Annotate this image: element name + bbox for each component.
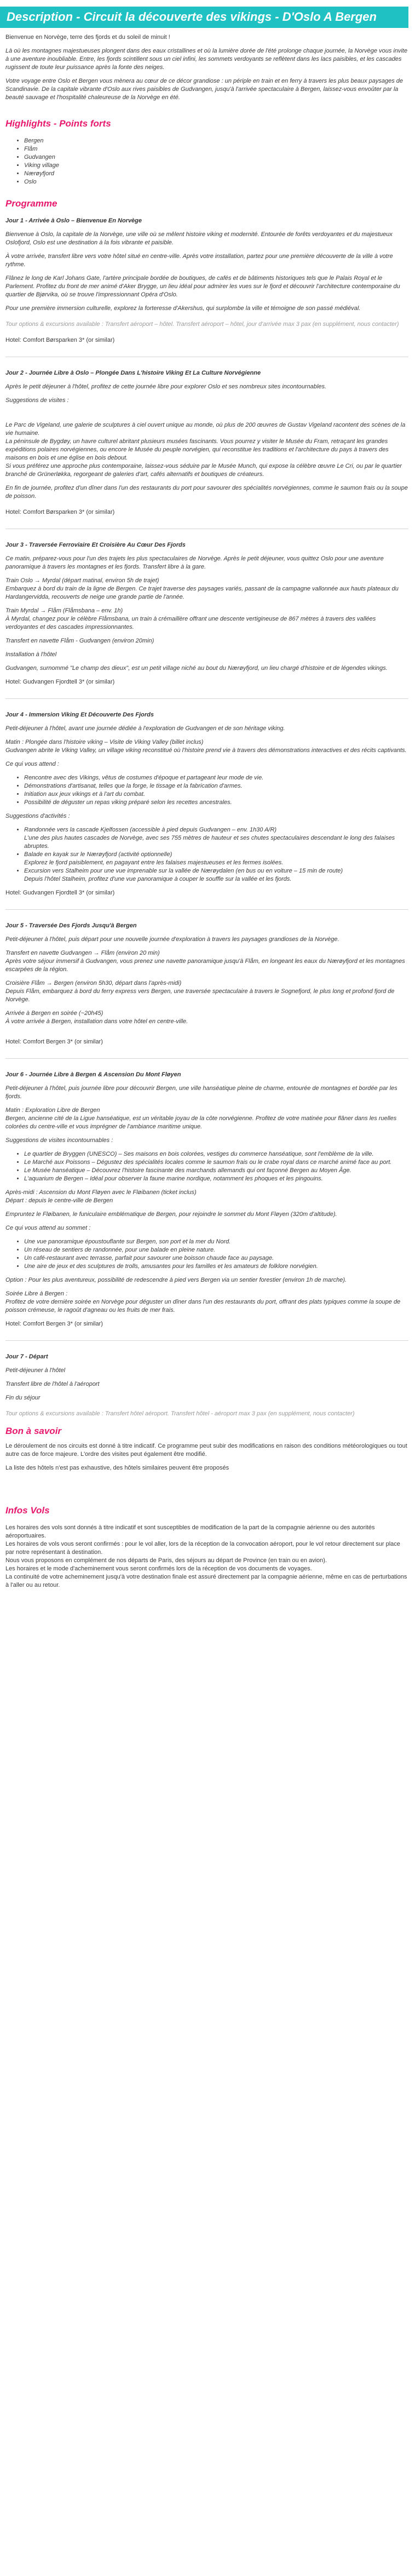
suggestion-title: Excursion vers Stalheim pour une vue imprenable sur la vallée de Nærøydalen (en bus ou en voiture – 15 min de route) xyxy=(24,868,343,874)
list-item: • Possibilité de déguster un repas viking préparé selon les recettes ancestrales. xyxy=(24,799,408,807)
intro-paragraph-3: Votre voyage entre Oslo et Bergen vous mènera au cœur de ce décor grandiose : un périple en train et en ferry à travers les plus beaux paysages de Scandinavie. De la capitale vibrante d'Oslo aux rives paisibles de Gudvangen, jusqu'à l'arrivée spectaculaire à Bergen, laissez-vous envoûter par la beauté sauvage et l'hospitalité chaleureuse de la Norvège en été. xyxy=(5,78,403,101)
flight-info-text: Les horaires et le mode d'acheminement vous seront confirmés lors de la réception de vos documents de voyages. xyxy=(5,1565,312,1572)
good-to-know-heading: Bon à savoir xyxy=(5,1426,62,1436)
day2-text: La péninsule de Bygdøy, un havre culturel abritant plusieurs musées fascinants. Vous pourrez y visiter le Musée du Fram, retraçant les grandes expéditions polaires norvégiennes, ou encore le Musée du peuple norvégien, qui reconstitue les traditions et l'architecture du pays à travers des maisons en bois et une église en bois debout. xyxy=(5,438,389,461)
content xyxy=(0,28,415,1590)
day6-text: Petit-déjeuner à l'hôtel, puis journée libre pour découvrir Bergen, une ville hanséatique pleine de charme, entourée de montagnes et bordée par les fjords. xyxy=(5,1085,397,1100)
list-item: • Un réseau de sentiers de randonnée, pour une balade en pleine nature. xyxy=(24,1246,408,1254)
day4-hotel: Hotel: Gudvangen Fjordtell 3* (or similar) xyxy=(5,890,115,896)
day6-text: Matin : Exploration Libre de Bergen xyxy=(5,1107,100,1114)
list-item: • Le quartier de Bryggen (UNESCO) – Ses maisons en bois colorées, vestiges du commerce hanséatique, sont l'emblème de la ville. xyxy=(24,1150,408,1158)
day4-text: Ce qui vous attend : xyxy=(5,761,59,767)
day4-text: Gudvangen abrite le Viking Valley, un village viking reconstitué où l'histoire prend vie à travers des démonstrations interactives et des récits captivants. xyxy=(5,747,407,754)
flight-info-heading: Infos Vols xyxy=(5,1505,50,1516)
flight-info-text: La continuité de votre acheminement jusqu'à votre destination finale est assuré directement par la compagnie aérienne, même en cas de perturbations à l'aller ou au retour. xyxy=(5,1574,407,1588)
day7-text: Petit-déjeuner à l'hôtel xyxy=(5,1367,66,1374)
highlight-item: • Oslo xyxy=(24,178,408,186)
day5-text: Transfert en navette Gudvangen → Flåm (environ 20 min) xyxy=(5,950,160,956)
day4-suggestions-list xyxy=(5,826,408,883)
day3-text: Gudvangen, surnommé "Le champ des dieux", est un petit village niché au bout du Nærøyfjord, un lieu chargé d'histoire et de légendes vikings. xyxy=(5,665,388,672)
good-to-know-text: La liste des hôtels n'est pas exhaustive, des hôtels similaires peuvent être proposés xyxy=(5,1465,229,1471)
list-item: • Une vue panoramique époustouflante sur Bergen, son port et la mer du Nord. xyxy=(24,1238,408,1246)
list-item: • Une aire de jeux et des sculptures de trolls, amusantes pour les familles et les amateurs de folklore norvégien. xyxy=(24,1263,408,1271)
day3-text: Ce matin, préparez-vous pour l'un des trajets les plus spectaculaires de Norvège. Après le petit déjeuner, vous quittez Oslo pour une aventure panoramique à travers les montagnes et les fjords. Transfert libre à la gare. xyxy=(5,555,384,570)
day2-text: Le Parc de Vigeland, une galerie de sculptures à ciel ouvert unique au monde, où plus de 200 œuvres de Gustav Vigeland racontent des scènes de la vie humaine. xyxy=(5,422,406,437)
day1-hotel: Hotel: Comfort Børsparken 3* (or similar) xyxy=(5,337,115,343)
day3-text: Transfert en navette Flåm - Gudvangen (environ 20min) xyxy=(5,638,154,644)
day7-text: Fin du séjour xyxy=(5,1395,41,1401)
day6-text: Après-midi : Ascension du Mont Fløyen avec le Fløibanen (ticket inclus) xyxy=(5,1189,197,1196)
day6-text: Option : Pour les plus aventureux, possibilité de redescendre à pied vers Bergen via un sentier forestier (environ 1h de marche). xyxy=(5,1277,347,1283)
day6-text: Ce qui vous attend au sommet : xyxy=(5,1225,91,1231)
flight-info-text: Les horaires des vols sont donnés à titre indicatif et sont susceptibles de modification de la part de la compagnie aérienne ou des autorités aéroportuaires. xyxy=(5,1524,375,1539)
list-item xyxy=(24,867,408,883)
day5-text: Après votre séjour immersif à Gudvangen, vous prenez une navette panoramique jusqu'à Flåm, en longeant les eaux du Nærøyfjord et les montagnes escarpées de la région. xyxy=(5,958,405,973)
list-item: • Démonstrations d'artisanat, telles que la forge, le tissage et la fabrication d'armes. xyxy=(24,782,408,790)
day6-text: Soirée Libre à Bergen : xyxy=(5,1290,68,1297)
flight-info-text: Les horaires de vols vous seront confirmés : pour le vol aller, lors de la réception de la convocation aéroport, pour le vol retour directement sur place par notre représentant à destination. xyxy=(5,1541,400,1556)
suggestion-detail: L'une des plus hautes cascades de Norvège, avec ses 755 mètres de hauteur et ses chutes spectaculaires descendant le long des falaises abruptes. xyxy=(24,835,395,850)
day2-title: Jour 2 - Journée Libre à Oslo – Plongée Dans L'histoire Viking Et La Culture Norvégienne xyxy=(5,370,261,376)
day5-hotel: Hotel: Comfort Bergen 3* (or similar) xyxy=(5,1039,103,1045)
day4-text: Matin : Plongée dans l'histoire viking – Visite de Viking Valley (billet inclus) xyxy=(5,739,204,745)
day6-text: Bergen, ancienne cité de la Ligue hanséatique, est un véritable joyau de la côte norvégienne. Profitez de votre matinée pour flâner dans les ruelles colorées du centre-ville et vous imprégner de l'ambiance maritime unique. xyxy=(5,1115,397,1130)
flight-info-text: Nous vous proposons en complément de nos départs de Paris, des séjours au départ de Province (en train ou en avion). xyxy=(5,1557,327,1564)
day4-activities-list xyxy=(5,774,408,807)
day3-title: Jour 3 - Traversée Ferroviaire Et Croisière Au Cœur Des Fjords xyxy=(5,542,186,548)
highlights-heading: Highlights - Points forts xyxy=(5,118,111,129)
day6-text: Départ : depuis le centre-ville de Bergen xyxy=(5,1197,113,1204)
day4-text: Suggestions d'activités : xyxy=(5,813,70,819)
day7-transfer-option: Tour options & excursions available : Transfert hôtel aéroport. Transfert hôtel - aéroport max 3 pax (en supplément, nous contacter) xyxy=(5,1410,355,1417)
day2-text: Si vous préférez une approche plus contemporaine, laissez-vous séduire par le Musée Munch, qui expose la célèbre œuvre Le Cri, ou par le quartier branché de Grünerløkka, regorgeant de galeries d'art, cafés alternatifs et boutiques de créateurs. xyxy=(5,463,402,478)
day5-text: Arrivée à Bergen en soirée (~20h45) xyxy=(5,1010,103,1017)
list-item xyxy=(24,851,408,867)
day1-transfer-option: Tour options & excursions available : Transfert aéroport – hôtel. Transfert aéroport – hôtel, jour d'arrivée max 3 pax (en supplément, nous contacter) xyxy=(5,321,399,328)
day2-text: Suggestions de visites : xyxy=(5,397,69,404)
day5-text: Depuis Flåm, embarquez à bord du ferry express vers Bergen, une traversée spectaculaire à travers le Sognefjord, le plus long et profond fjord de Norvège. xyxy=(5,988,395,1003)
day5-text: Petit-déjeuner à l'hôtel, puis départ pour une nouvelle journée d'exploration à travers les paysages grandioses de la Norvège. xyxy=(5,936,339,943)
suggestion-detail: Explorez le fjord paisiblement, en pagayant entre les falaises majestueuses et les fermes isolées. xyxy=(24,859,284,866)
list-item: • Rencontre avec des Vikings, vêtus de costumes d'époque et partageant leur mode de vie. xyxy=(24,774,408,782)
highlights-list xyxy=(5,137,408,186)
page-title: Description - Circuit la découverte des vikings - D'Oslo A Bergen xyxy=(0,7,408,28)
day3-text: Train Oslo → Myrdal (départ matinal, environ 5h de trajet) xyxy=(5,577,159,584)
day1-text: Flânez le long de Karl Johans Gate, l'artère principale bordée de boutiques, de cafés et de bâtiments historiques tels que le Palais Royal et le Parlement. Profitez du front de mer animé d'Aker Brygge, un lieu idéal pour admirer les vues sur le fjord et découvrir l'architecture contemporaine du quartier de Bjørvika, où se trouve l'impressionnant Opéra d'Oslo. xyxy=(5,275,400,298)
suggestion-detail: Depuis l'hôtel Stalheim, profitez d'une vue panoramique à couper le souffle sur la vallée et les fjords. xyxy=(24,876,292,882)
day6-hotel: Hotel: Comfort Bergen 3* (or similar) xyxy=(5,1321,103,1327)
day6-text: Suggestions de visites incontournables : xyxy=(5,1137,113,1144)
list-item xyxy=(24,826,408,851)
day6-visits-list xyxy=(5,1150,408,1183)
day1-title: Jour 1 - Arrivée à Oslo – Bienvenue En Norvège xyxy=(5,217,142,224)
suggestion-title: Randonnée vers la cascade Kjelfossen (accessible à pied depuis Gudvangen – env. 1h30 A/R) xyxy=(24,827,277,833)
day2-hotel: Hotel: Comfort Børsparken 3* (or similar) xyxy=(5,509,115,515)
day6-text: Empruntez le Fløibanen, le funiculaire emblématique de Bergen, pour rejoindre le sommet du Mont Fløyen (320m d'altitude). xyxy=(5,1211,337,1218)
good-to-know-text: Le déroulement de nos circuits est donné à titre indicatif. Ce programme peut subir des modifications en raison des conditions météorologiques ou tout autre cas de force majeure. L'ordre des visites peut également être modifié. xyxy=(5,1443,407,1458)
day2-text: En fin de journée, profitez d'un dîner dans l'un des restaurants du port pour savourer des spécialités norvégiennes, comme le saumon frais ou la soupe de poisson. xyxy=(5,485,408,500)
day6-title: Jour 6 - Journée Libre à Bergen & Ascension Du Mont Fløyen xyxy=(5,1071,181,1078)
day5-text: Croisière Flåm → Bergen (environ 5h30, départ dans l'après-midi) xyxy=(5,980,182,986)
day3-hotel: Hotel: Gudvangen Fjordtell 3* (or similar) xyxy=(5,679,115,685)
day3-text: Train Myrdal → Flåm (Flåmsbana – env. 1h) xyxy=(5,607,123,614)
intro-paragraph-2: Là où les montagnes majestueuses plongent dans des eaux cristallines et où la lumière dorée de l'été prolonge chaque journée, la Norvège vous invite à une aventure inoubliable. Entre, les fjords scintillent sous un ciel infini, les sommets verdoyants se reflètent dans les lacs paisibles, et les cascades rugissent de toute leur puissance après la fonte des neiges. xyxy=(5,48,408,71)
list-item: • Le Marché aux Poissons – Dégustez des spécialités locales comme le saumon frais ou le crabe royal dans ce marché animé face au port. xyxy=(24,1158,408,1167)
list-item: • Initiation aux jeux vikings et à l'art du combat. xyxy=(24,790,408,799)
day2-text: Après le petit déjeuner à l'hôtel, profitez de cette journée libre pour explorer Oslo et ses nombreux sites incontournables. xyxy=(5,383,327,390)
day4-text: Petit-déjeuner à l'hôtel, avant une journée dédiée à l'exploration de Gudvangen et de son héritage viking. xyxy=(5,725,285,732)
highlight-item: • Bergen xyxy=(24,137,408,145)
day3-text: À Myrdal, changez pour le célèbre Flåmsbana, un train à crémaillère offrant une descente vertigineuse de 867 mètres à travers des vallées verdoyantes et des cascades impressionnantes. xyxy=(5,616,376,630)
intro-line-1: Bienvenue en Norvège, terre des fjords et du soleil de minuit ! xyxy=(5,34,170,41)
suggestion-title: Balade en kayak sur le Nærøyfjord (activité optionnelle) xyxy=(24,851,172,858)
list-item: • Le Musée hanséatique – Découvrez l'histoire fascinante des marchands allemands qui ont façonné Bergen au Moyen Âge. xyxy=(24,1167,408,1175)
day5-title: Jour 5 - Traversée Des Fjords Jusqu'à Bergen xyxy=(5,922,137,929)
day4-title: Jour 4 - Immersion Viking Et Découverte Des Fjords xyxy=(5,712,154,718)
day5-text: À votre arrivée à Bergen, installation dans votre hôtel en centre-ville. xyxy=(5,1018,188,1025)
highlight-item: • Nærøyfjord xyxy=(24,170,408,178)
day6-text: Profitez de votre dernière soirée en Norvège pour déguster un dîner dans l'un des restaurants du port, offrant des plats typiques comme la soupe de poisson crémeuse, le ragoût d'agneau ou les fruits de mer frais. xyxy=(5,1299,401,1313)
highlight-item: • Gudvangen xyxy=(24,153,408,162)
day1-text: À votre arrivée, transfert libre vers votre hôtel situé en centre-ville. Après votre installation, partez pour une première découverte de la ville à votre rythme. xyxy=(5,253,393,268)
programme-heading: Programme xyxy=(5,198,57,209)
highlight-item: • Flåm xyxy=(24,145,408,153)
day7-title: Jour 7 - Départ xyxy=(5,1353,48,1360)
day6-summit-list xyxy=(5,1238,408,1271)
day1-text: Pour une première immersion culturelle, explorez la forteresse d'Akershus, qui surplombe la ville et témoigne de son passé médiéval. xyxy=(5,305,361,312)
list-item: • Un café-restaurant avec terrasse, parfait pour savourer une boisson chaude face au paysage. xyxy=(24,1254,408,1263)
highlight-item: • Viking village xyxy=(24,162,408,170)
day3-text: Installation à l'hôtel xyxy=(5,651,57,658)
list-item: • L'aquarium de Bergen – Idéal pour observer la faune marine nordique, notamment les phoques et les pingouins. xyxy=(24,1175,408,1183)
day1-text: Bienvenue à Oslo, la capitale de la Norvège, une ville où se mêlent histoire viking et modernité. Entourée de forêts verdoyantes et du majestueux Oslofjord, Oslo est une destination à la fois vibrante et paisible. xyxy=(5,231,393,246)
day7-text: Transfert libre de l'hôtel à l'aéroport xyxy=(5,1381,100,1387)
day3-text: Embarquez à bord du train de la ligne de Bergen. Ce trajet traverse des paysages variés, passant de la campagne vallonnée aux hauts plateaux du Hardangervidda, recouverts de neige une grande partie de l'année. xyxy=(5,586,399,600)
